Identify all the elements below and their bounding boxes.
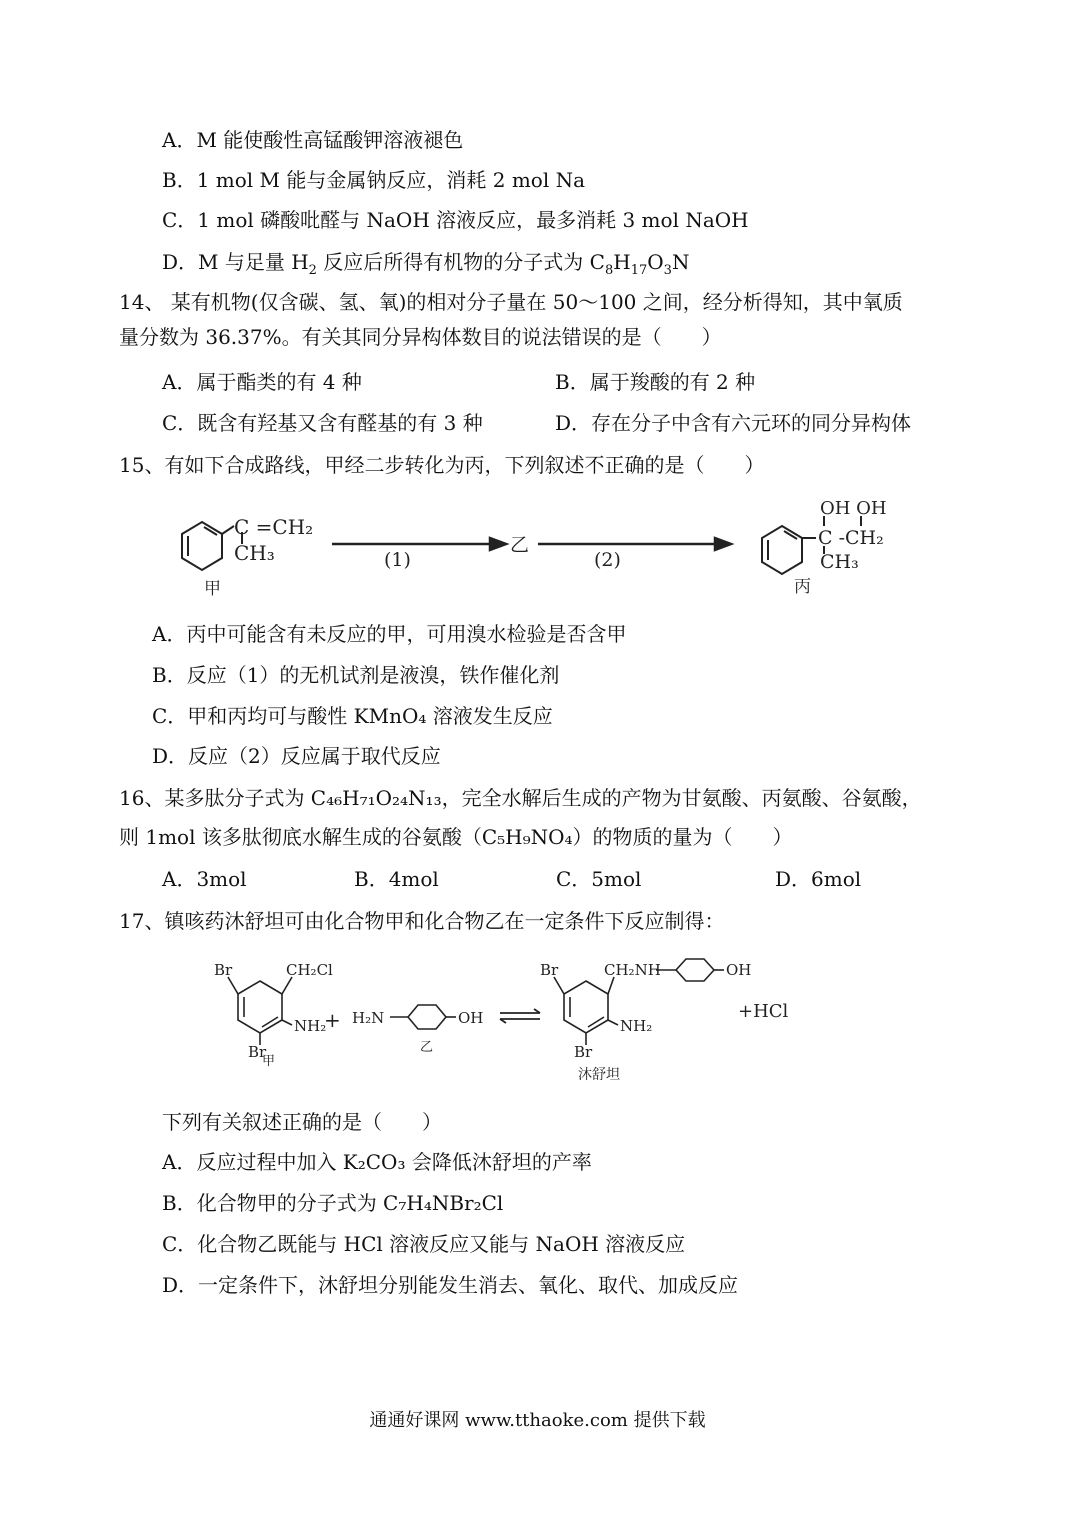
q16-stem-line1: 16、某多肽分子式为 C₄₆H₇₁O₂₄N₁₃，完全水解后生成的产物为甘氨酸、丙氨酸、谷氨酸， — [119, 786, 922, 810]
q14-option-c: C．既含有羟基又含有醛基的有 3 种 — [162, 411, 483, 435]
q15-option-d: D．反应（2）反应属于取代反应 — [152, 744, 441, 768]
equilibrium-arrow — [500, 1009, 540, 1023]
jia-label: 甲 — [262, 1054, 276, 1069]
jia-vinyl-group: C =CH₂ — [234, 515, 314, 539]
q14-option-d: D．存在分子中含有六元环的同分异构体 — [555, 411, 912, 435]
yi-hydroxyl: OH — [458, 1009, 484, 1027]
product-br-bottom: Br — [574, 1043, 593, 1061]
q17-option-c: C．化合物乙既能与 HCl 溶液反应又能与 NaOH 溶液反应 — [162, 1232, 686, 1256]
q14-stem-line1: 14、 某有机物(仅含碳、氢、氧)的相对分子量在 50～100 之间，经分析得知，其中氧质 — [119, 290, 903, 314]
q17-option-a: A．反应过程中加入 K₂CO₃ 会降低沐舒坦的产率 — [162, 1150, 592, 1174]
q17-option-d: D．一定条件下，沐舒坦分别能发生消去、氧化、取代、加成反应 — [162, 1273, 739, 1297]
bing-chain: C -CH₂ — [818, 527, 884, 549]
footer-source: 通通好课网 www.tthaoke.com 提供下载 — [369, 1410, 706, 1431]
step-1-label: (1) — [384, 549, 411, 571]
q15-stem: 15、有如下合成路线，甲经二步转化为丙，下列叙述不正确的是（ ） — [119, 453, 765, 477]
jia-br-bottom: Br — [248, 1043, 267, 1061]
q17-option-b: B．化合物甲的分子式为 C₇H₄NBr₂Cl — [162, 1191, 504, 1215]
jia-structure — [228, 977, 292, 1045]
q14-option-b: B．属于羧酸的有 2 种 — [555, 370, 756, 394]
q13-option-c: C．1 mol 磷酸吡醛与 NaOH 溶液反应，最多消耗 3 mol NaOH — [162, 208, 749, 232]
product-label: 沐舒坦 — [578, 1067, 620, 1083]
bing-label: 丙 — [794, 577, 811, 597]
q13-option-d: D．M 与足量 $H_2$ 反应后所得有机物的分子式为 $C_8H_{17}O_3N$ — [162, 250, 690, 278]
yi-amine: H₂N — [352, 1009, 385, 1027]
q13-option-b: B．1 mol M 能与金属钠反应，消耗 2 mol Na — [162, 168, 585, 192]
jia-methyl-group: CH₃ — [234, 541, 275, 565]
product-hydroxyl: OH — [726, 961, 752, 979]
plus-sign: + — [324, 1008, 341, 1032]
q15-option-c: C．甲和丙均可与酸性 KMnO₄ 溶液发生反应 — [152, 704, 553, 728]
q16-option-c: C．5mol — [556, 867, 642, 891]
yi-label: 乙 — [420, 1040, 434, 1055]
bing-methyl-group: CH₃ — [820, 551, 859, 573]
hcl-byproduct: +HCl — [738, 1001, 789, 1022]
arrow-step-2 — [538, 538, 731, 550]
q17-stem: 17、镇咳药沐舒坦可由化合物甲和化合物乙在一定条件下反应制得： — [119, 909, 725, 933]
jia-ch2cl: CH₂Cl — [286, 961, 333, 979]
q14-stem-line2: 量分数为 36.37%。有关其同分异构体数目的说法错误的是（ ） — [119, 325, 722, 349]
jia-label: 甲 — [204, 579, 221, 599]
q15-option-b: B．反应（1）的无机试剂是液溴，铁作催化剂 — [152, 663, 560, 687]
bing-hydroxyl-groups: OH OH — [820, 498, 887, 519]
q16-option-d: D．6mol — [775, 867, 862, 891]
yi-label: 乙 — [510, 534, 530, 556]
benzene-ring-jia — [182, 522, 242, 570]
step-2-label: (2) — [594, 549, 621, 571]
q15-option-a: A．丙中可能含有未反应的甲，可用溴水检验是否含甲 — [152, 622, 627, 646]
q14-option-a: A．属于酯类的有 4 种 — [162, 370, 362, 394]
q16-option-a: A．3mol — [162, 867, 247, 891]
q17-reaction-scheme — [200, 955, 800, 1085]
product-br-top: Br — [540, 961, 559, 979]
q16-stem-line2: 则 1mol 该多肽彻底水解生成的谷氨酸（C₅H₉NO₄）的物质的量为（ ） — [119, 825, 793, 849]
yi-structure — [390, 1005, 456, 1029]
q16-option-b: B．4mol — [354, 867, 439, 891]
q15-synthesis-scheme — [160, 494, 920, 604]
jia-br-top: Br — [214, 961, 233, 979]
q17-question: 下列有关叙述正确的是（ ） — [162, 1110, 442, 1134]
q13-option-a: A．M 能使酸性高锰酸钾溶液褪色 — [162, 128, 464, 152]
product-nh2: NH₂ — [620, 1017, 653, 1035]
product-ch2nh: CH₂NH — [604, 961, 661, 979]
arrow-step-1 — [332, 538, 506, 550]
jia-nh2: NH₂ — [294, 1017, 327, 1035]
